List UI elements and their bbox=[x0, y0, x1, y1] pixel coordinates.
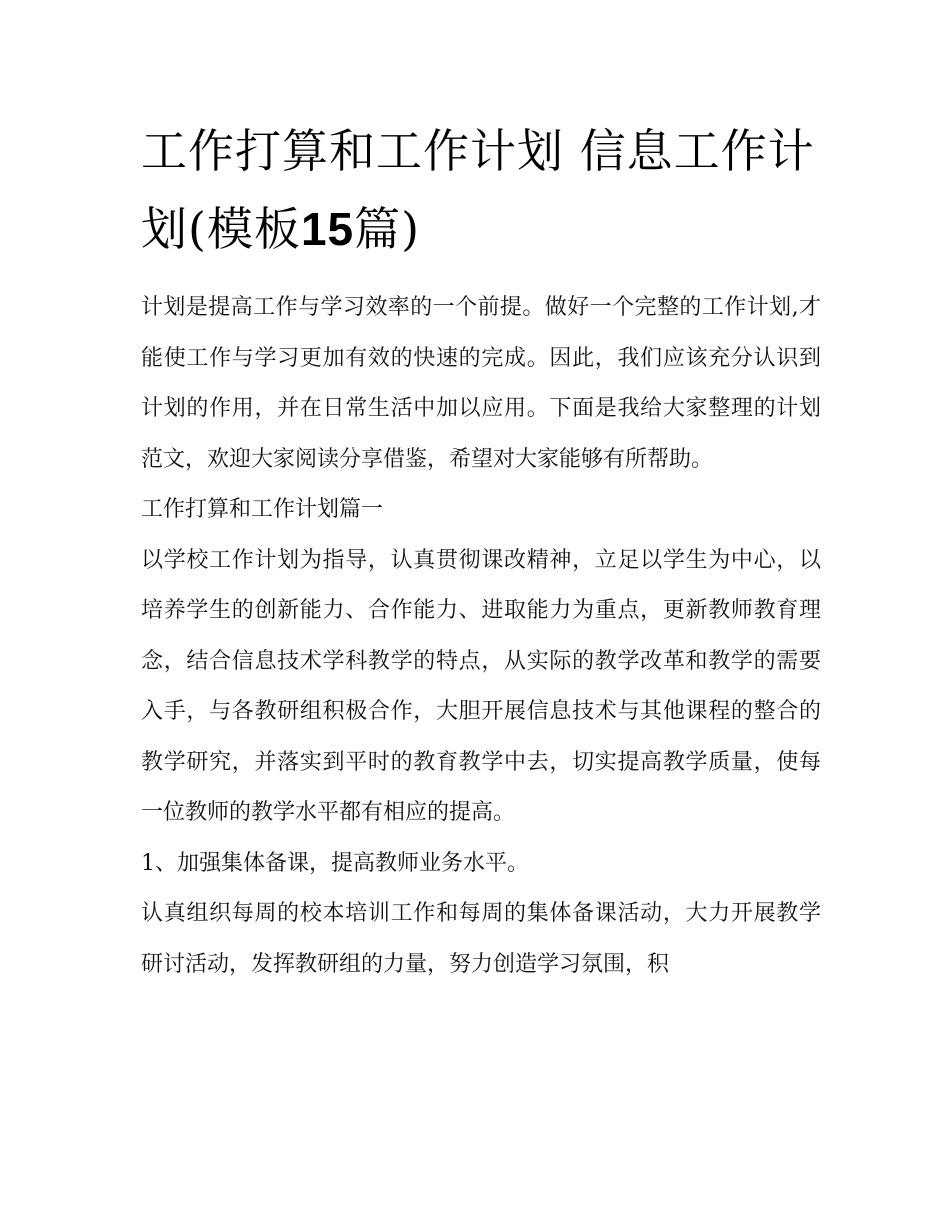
title-number: 15 bbox=[300, 203, 355, 255]
section-heading: 工作打算和工作计划篇一 bbox=[141, 497, 384, 522]
title-text-end: 篇) bbox=[354, 202, 421, 256]
body-paragraph: 认真组织每周的校本培训工作和每周的集体备课活动，大力开展教学研讨活动，发挥教研组的力量，努力创造学习氛围，积 bbox=[141, 901, 821, 977]
title-text: 工作打算和工作计划 信息工作计划(模板 bbox=[141, 124, 815, 256]
document-body bbox=[141, 283, 821, 990]
document-page bbox=[141, 112, 821, 990]
intro-paragraph: 计划是提高工作与学习效率的一个前提。做好一个完整的工作计划,才能使工作与学习更加有效的快速的完成。因此，我们应该充分认识到计划的作用，并在日常生活中加以应用。下面是我给大家整理的计划范文，欢迎大家阅读分享借鉴，希望对大家能够有所帮助。 bbox=[141, 295, 821, 472]
document-title bbox=[141, 112, 821, 268]
numbered-item: 1、加强集体备课，提高教师业务水平。 bbox=[141, 850, 529, 876]
body-paragraph: 以学校工作计划为指导，认真贯彻课改精神，立足以学生为中心，以培养学生的创新能力、合作能力、进取能力为重点，更新教师教育理念，结合信息技术学科教学的特点，从实际的教学改革和教学的需要入手，与各教研组积极合作，大胆开展信息技术与其他课程的整合的教学研究，并落实到平时的教育教学中去，切实提高教学质量，使每一位教师的教学水平都有相应的提高。 bbox=[141, 547, 821, 825]
